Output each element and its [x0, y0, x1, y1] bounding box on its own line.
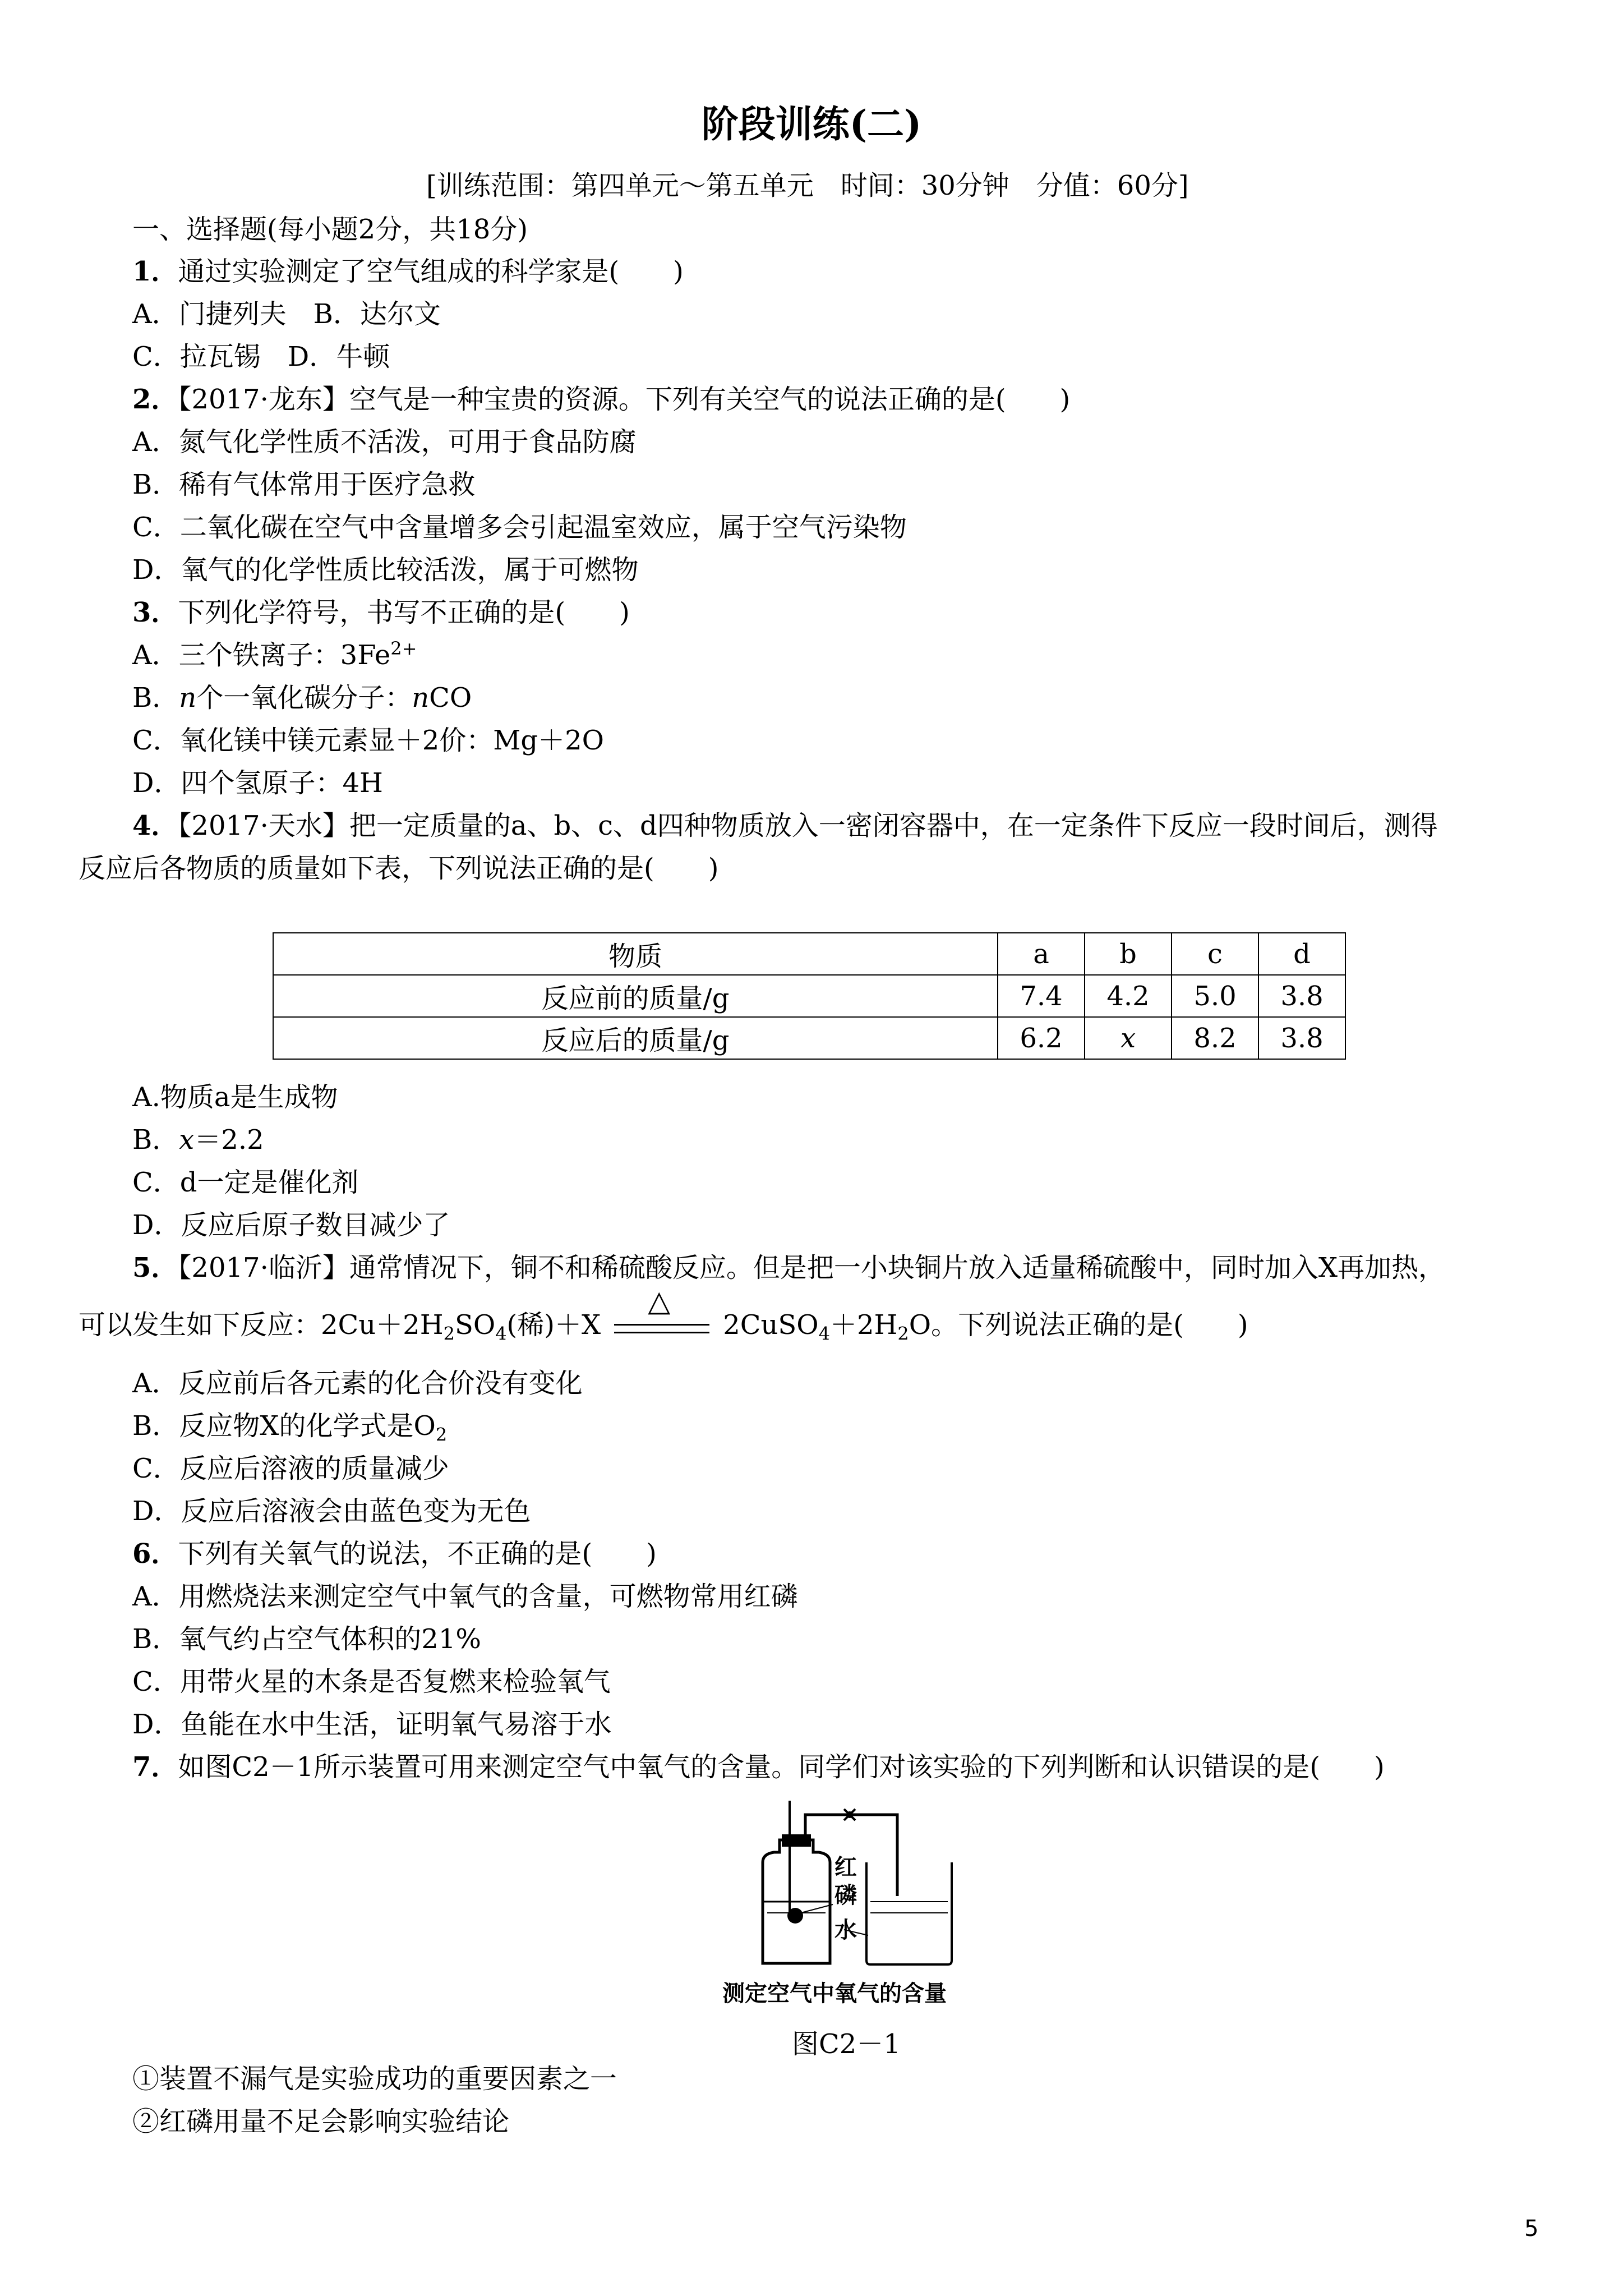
q4-option-d: D．反应后原子数目减少了 — [132, 1209, 450, 1241]
training-scope: [训练范围：第四单元～第五单元 时间：30分钟 分值：60分] — [426, 170, 1189, 201]
q4-option-c: C．d一定是催化剂 — [132, 1167, 359, 1198]
table-row — [273, 1017, 1345, 1059]
question-4 — [132, 812, 1438, 839]
question-stem: 【2017·天水】把一定质量的a、b、c、d四种物质放入一密闭容器中，在一定条件下反应一段时间后，测得 — [178, 810, 1438, 841]
option-text: B． — [132, 1124, 179, 1156]
italic-variable: n — [412, 682, 430, 714]
question-stem: 通过实验测定了空气组成的科学家是( ) — [178, 256, 684, 287]
question-6 — [132, 1538, 657, 1570]
italic-variable: x — [1120, 1022, 1136, 1054]
table-cell — [1085, 1017, 1172, 1059]
question-3 — [132, 599, 630, 626]
question-stem: 下列有关氧气的说法，不正确的是( ) — [178, 1538, 657, 1570]
equation-text: ＋2H — [829, 1309, 898, 1341]
subscript: 4 — [495, 1323, 507, 1345]
table-row — [273, 933, 1345, 975]
superscript: 2+ — [390, 638, 417, 659]
q7-statement-1: ①装置不漏气是实验成功的重要因素之一 — [132, 2063, 617, 2095]
option-text: ＝2.2 — [194, 1124, 264, 1156]
equation-text: (稀)＋X — [506, 1309, 601, 1341]
q5-option-a: A．反应前后各元素的化合价没有变化 — [132, 1368, 583, 1399]
option-text: CO — [429, 682, 472, 714]
q3-option-d: D．四个氢原子：4H — [132, 767, 383, 799]
subscript: 2 — [435, 1424, 448, 1446]
option-text: 个一氧化碳分子： — [196, 682, 412, 714]
q6-option-d: D．鱼能在水中生活，证明氧气易溶于水 — [132, 1709, 612, 1740]
table-cell: 4.2 — [1085, 975, 1172, 1017]
table-cell: 3.8 — [1258, 1017, 1345, 1059]
question-4-cont: 反应后各物质的质量如下表，下列说法正确的是( ) — [79, 853, 719, 884]
equation-text: 2CuSO — [723, 1309, 819, 1341]
table-cell: d — [1258, 933, 1345, 975]
q2-option-c: C．二氧化碳在空气中含量增多会引起温室效应，属于空气污染物 — [132, 512, 907, 543]
question-number: 3． — [132, 597, 178, 628]
q6-option-b: B．氧气约占空气体积的21% — [132, 1623, 481, 1655]
question-stem: 【2017·龙东】空气是一种宝贵的资源。下列有关空气的说法正确的是( ) — [178, 384, 1071, 415]
diagram-inner-caption: 测定空气中氧气的含量 — [722, 1981, 947, 2007]
option-text: B． — [132, 682, 179, 714]
q3-option-c: C．氧化镁中镁元素显＋2价：Mg＋2O — [132, 725, 605, 756]
option-text: A．三个铁离子：3Fe — [132, 639, 391, 671]
q4-option-a: A.物质a是生成物 — [132, 1082, 338, 1113]
q3-option-a — [132, 638, 417, 671]
subscript: 2 — [443, 1323, 455, 1345]
question-number: 7． — [132, 1751, 178, 1783]
italic-variable: n — [179, 682, 197, 714]
equation-text: O。下列说法正确的是( ) — [909, 1309, 1248, 1341]
table-cell: a — [998, 933, 1085, 975]
q6-option-a: A．用燃烧法来测定空气中氧气的含量，可燃物常用红磷 — [132, 1581, 798, 1612]
question-stem: 如图C2－1所示装置可用来测定空气中氧气的含量。同学们对该实验的下列判断和认识错误的是( ) — [178, 1751, 1385, 1783]
q5-option-d: D．反应后溶液会由蓝色变为无色 — [132, 1496, 531, 1527]
table-row — [273, 975, 1345, 1017]
q6-option-c: C．用带火星的木条是否复燃来检验氧气 — [132, 1666, 611, 1697]
heat-symbol: △ — [648, 1284, 671, 1318]
question-7 — [132, 1751, 1385, 1783]
question-number: 5． — [132, 1252, 178, 1283]
q5-option-b — [132, 1410, 448, 1446]
q2-option-d: D．氧气的化学性质比较活泼，属于可燃物 — [132, 554, 639, 586]
table-cell: 6.2 — [998, 1017, 1085, 1059]
table-cell: b — [1085, 933, 1172, 975]
section-heading: 一、选择题(每小题2分，共18分) — [132, 214, 528, 245]
q1-options-ab: A．门捷列夫 B．达尔文 — [132, 298, 441, 330]
q7-statement-2: ②红磷用量不足会影响实验结论 — [132, 2106, 510, 2137]
q2-option-b: B．稀有气体常用于医疗急救 — [132, 469, 476, 500]
table-cell: 5.0 — [1172, 975, 1258, 1017]
question-number: 4． — [132, 810, 178, 841]
question-number: 6． — [132, 1538, 178, 1570]
heat-condition-arrow — [614, 1284, 709, 1338]
apparatus-diagram — [723, 1801, 970, 1969]
table-cell: 反应前的质量/g — [273, 975, 998, 1017]
page-number: 5 — [1524, 2216, 1539, 2242]
q2-option-a: A．氮气化学性质不活泼，可用于食品防腐 — [132, 426, 637, 458]
table-cell: 8.2 — [1172, 1017, 1258, 1059]
question-number: 2． — [132, 384, 178, 415]
q4-option-b — [132, 1124, 264, 1156]
subscript: 4 — [818, 1323, 830, 1345]
label-water: 水 — [834, 1917, 857, 1943]
question-2 — [132, 386, 1070, 413]
page-title: 阶段训练(二) — [701, 102, 922, 146]
question-1 — [132, 258, 684, 285]
table-cell: 物质 — [273, 933, 998, 975]
label-phosphorus: 磷 — [834, 1883, 857, 1908]
q1-options-cd: C．拉瓦锡 D．牛顿 — [132, 341, 390, 372]
q5-option-c: C．反应后溶液的质量减少 — [132, 1453, 449, 1484]
table-cell: 7.4 — [998, 975, 1085, 1017]
question-5 — [132, 1254, 1445, 1281]
figure-caption: 图C2－1 — [792, 2028, 901, 2060]
equation-text: SO — [454, 1309, 496, 1341]
question-stem: 【2017·临沂】通常情况下，铜不和稀硫酸反应。但是把一小块铜片放入适量稀硫酸中，同时加入X再加热， — [178, 1252, 1445, 1283]
table-cell: 反应后的质量/g — [273, 1017, 998, 1059]
table-cell: 3.8 — [1258, 975, 1345, 1017]
equation-text: 可以发生如下反应：2Cu＋2H — [79, 1309, 444, 1341]
question-number: 1． — [132, 256, 178, 287]
mass-table — [273, 932, 1346, 1060]
q5-equation-line — [79, 1284, 1248, 1345]
subscript: 2 — [897, 1323, 909, 1345]
question-stem: 下列化学符号，书写不正确的是( ) — [178, 597, 630, 628]
table-cell: c — [1172, 933, 1258, 975]
label-red: 红 — [834, 1855, 857, 1880]
q3-option-b — [132, 682, 472, 714]
option-text: B．反应物X的化学式是O — [132, 1410, 436, 1442]
italic-variable: x — [179, 1124, 195, 1156]
